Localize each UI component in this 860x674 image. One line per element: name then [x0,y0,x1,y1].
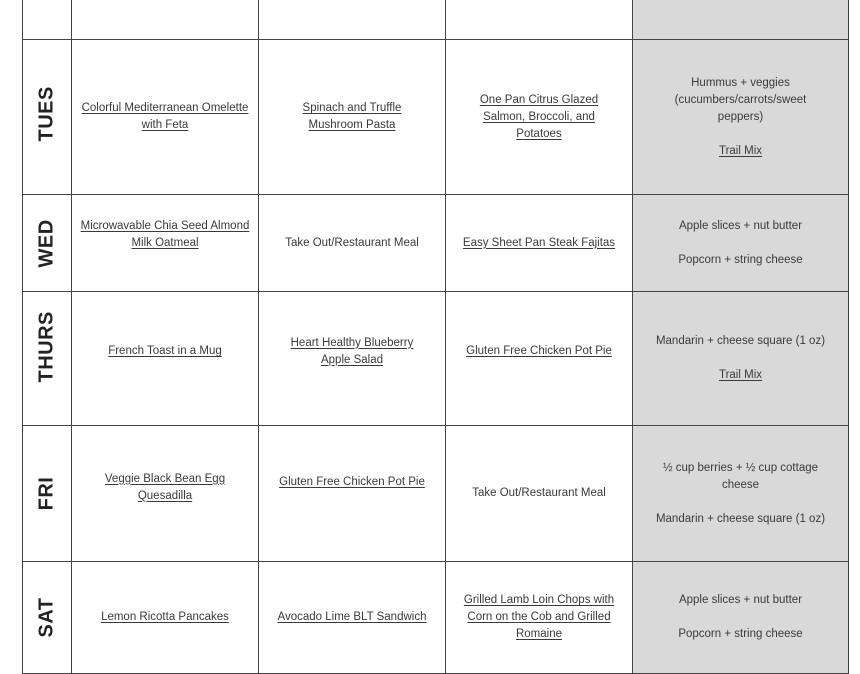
snack-item: Apple slices + nut butter [678,219,803,232]
breakfast-cell [72,562,259,674]
recipe-link[interactable]: Lemon Ricotta Pancakes [101,611,229,623]
snack-cell [633,292,849,426]
recipe-link[interactable]: Easy Sheet Pan Steak Fajitas [462,236,616,249]
snack-cell [633,0,849,40]
meal-plan-table [22,0,849,674]
recipe-link[interactable]: One Pan Citrus Glazed Salmon, Broccoli, and Potatoes [479,93,599,140]
dinner-cell [446,40,633,195]
table-row [23,0,849,40]
dinner-cell [446,292,633,426]
table-row [23,562,849,674]
breakfast-cell [72,426,259,562]
table-row [23,40,849,195]
dinner-cell [446,426,633,562]
dinner-cell [446,0,633,40]
meal-text: Take Out/Restaurant Meal [472,487,606,499]
dinner-cell [446,562,633,674]
lunch-cell [259,426,446,562]
day-label: SAT [35,597,58,638]
snack-item: ½ cup berries + ½ cup cottage cheese [662,461,819,491]
breakfast-cell [72,40,259,195]
recipe-link[interactable]: Colorful Mediterranean Omelette with Feta [81,102,249,131]
lunch-cell [259,562,446,674]
snack-item: Mandarin + cheese square (1 oz) [655,335,826,347]
recipe-link[interactable]: Grilled Lamb Loin Chops with Corn on the Cob and Grilled Romaine [463,594,615,640]
breakfast-cell [72,292,259,426]
meal-text: Take Out/Restaurant Meal [285,236,419,249]
recipe-link[interactable]: Spinach and Truffle Mushroom Pasta [302,102,402,131]
snack-item: Apple slices + nut butter [678,594,803,606]
recipe-link[interactable]: Gluten Free Chicken Pot Pie [466,345,612,357]
recipe-link[interactable]: Gluten Free Chicken Pot Pie [279,475,425,488]
dinner-cell [446,195,633,292]
recipe-link[interactable]: Microwavable Chia Seed Almond Milk Oatmeal [80,220,250,249]
lunch-cell [259,40,446,195]
lunch-cell [259,195,446,292]
recipe-link[interactable]: Heart Healthy Blueberry Apple Salad [290,336,414,366]
day-cell [23,426,72,562]
breakfast-cell [72,195,259,292]
recipe-link[interactable]: French Toast in a Mug [108,345,222,357]
snack-item: Mandarin + cheese square (1 oz) [655,512,826,525]
day-cell [23,292,72,426]
day-cell [23,0,72,40]
snack-cell [633,562,849,674]
table-row [23,426,849,562]
breakfast-cell [72,0,259,40]
day-label: FRI [35,476,58,511]
snack-item: Popcorn + string cheese [678,628,803,640]
day-label: WED [35,218,58,267]
snack-link[interactable]: Trail Mix [718,144,762,157]
table-row [23,195,849,292]
snack-cell [633,426,849,562]
lunch-cell [259,0,446,40]
snack-link[interactable]: Trail Mix [718,369,762,381]
day-label: TUES [35,85,58,141]
table-row [23,292,849,426]
lunch-cell [259,292,446,426]
snack-item: Popcorn + string cheese [678,253,803,266]
day-cell [23,562,72,674]
recipe-link[interactable]: Veggie Black Bean Egg Quesadilla [104,472,226,502]
snack-cell [633,195,849,292]
snack-item: Hummus + veggies (cucumbers/carrots/sweet peppers) [674,76,807,123]
snack-cell [633,40,849,195]
day-label: THURS [35,311,58,383]
day-cell [23,40,72,195]
day-cell [23,195,72,292]
recipe-link[interactable]: Avocado Lime BLT Sandwich [277,611,427,623]
